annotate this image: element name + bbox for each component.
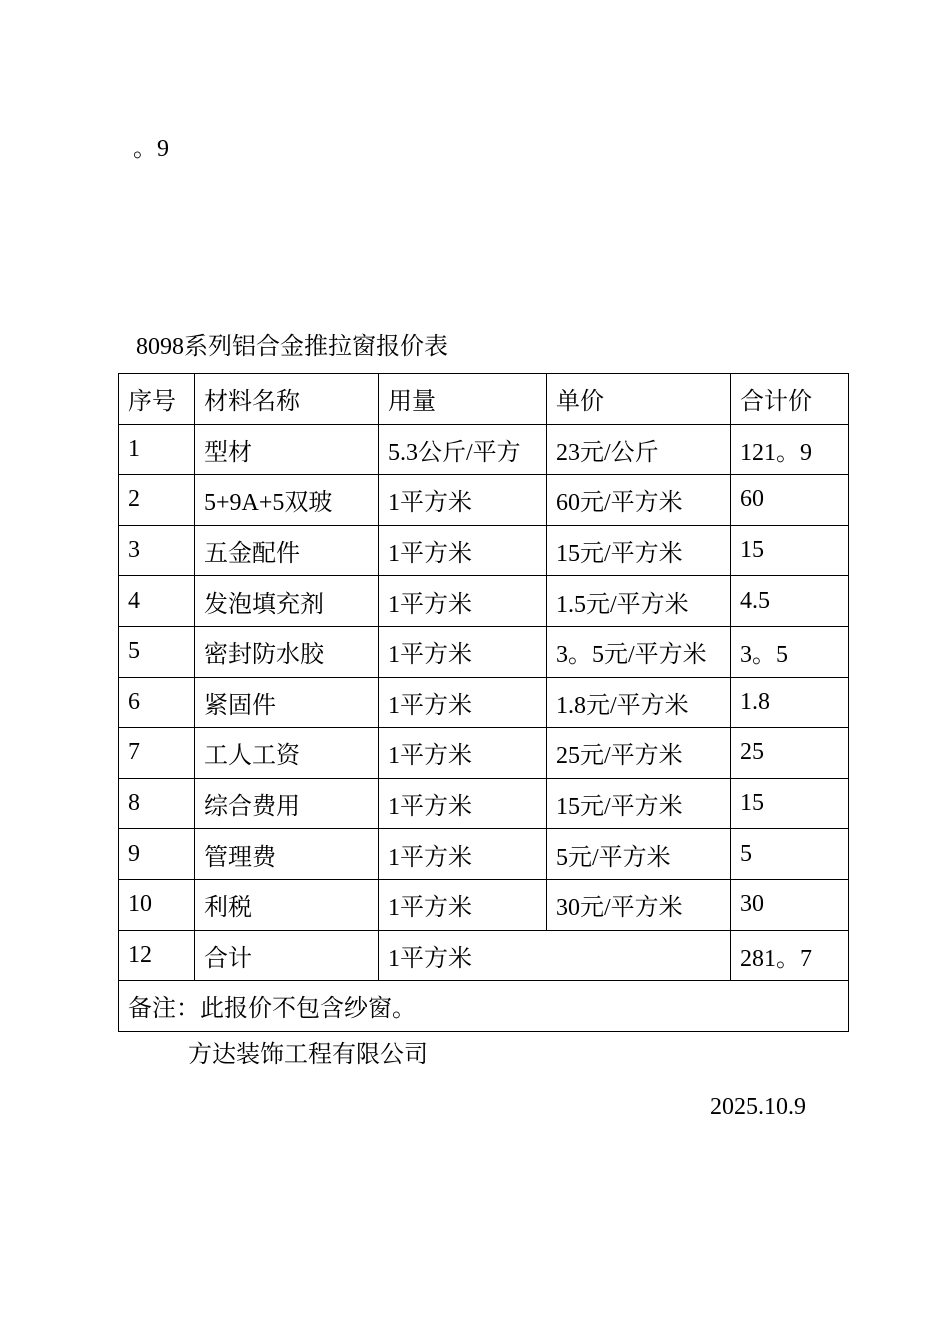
- table-header-row: [119, 374, 849, 425]
- table-total-row: [119, 930, 849, 981]
- cell-unit-price: 5元/平方米: [547, 829, 731, 880]
- cell-material-name: 密封防水胶: [195, 626, 379, 677]
- cell-unit-price: 30元/平方米: [547, 879, 731, 930]
- cell-quantity: 1平方米: [379, 677, 547, 728]
- cell-subtotal: 15: [731, 525, 849, 576]
- header-quantity: 用量: [379, 374, 547, 425]
- table-row: [119, 576, 849, 627]
- cell-index: 5: [119, 626, 195, 677]
- cell-material-name: 综合费用: [195, 778, 379, 829]
- header-subtotal: 合计价: [731, 374, 849, 425]
- total-amount: 281。7: [731, 930, 849, 981]
- price-quote-table: [118, 373, 849, 1032]
- cell-subtotal: 60: [731, 475, 849, 526]
- cell-quantity: 1平方米: [379, 879, 547, 930]
- table-row: [119, 525, 849, 576]
- total-quantity: 1平方米: [379, 930, 731, 981]
- cell-index: 6: [119, 677, 195, 728]
- cell-subtotal: 1.8: [731, 677, 849, 728]
- table-row: [119, 879, 849, 930]
- cell-quantity: 5.3公斤/平方: [379, 424, 547, 475]
- table-row: [119, 424, 849, 475]
- cell-unit-price: 60元/平方米: [547, 475, 731, 526]
- cell-subtotal: 5: [731, 829, 849, 880]
- cell-unit-price: 15元/平方米: [547, 778, 731, 829]
- cell-subtotal: 3。5: [731, 626, 849, 677]
- cell-unit-price: 23元/公斤: [547, 424, 731, 475]
- cell-subtotal: 15: [731, 778, 849, 829]
- cell-subtotal: 4.5: [731, 576, 849, 627]
- cell-index: 2: [119, 475, 195, 526]
- cell-quantity: 1平方米: [379, 778, 547, 829]
- cell-unit-price: 15元/平方米: [547, 525, 731, 576]
- cell-material-name: 工人工资: [195, 728, 379, 779]
- cell-index: 4: [119, 576, 195, 627]
- table-note: 备注：此报价不包含纱窗。: [119, 981, 849, 1032]
- total-index: 12: [119, 930, 195, 981]
- cell-subtotal: 121。9: [731, 424, 849, 475]
- document-date: 2025.10.9: [710, 1094, 806, 1120]
- cell-index: 10: [119, 879, 195, 930]
- header-fragment: 。9: [133, 136, 169, 162]
- cell-quantity: 1平方米: [379, 475, 547, 526]
- cell-index: 9: [119, 829, 195, 880]
- cell-material-name: 紧固件: [195, 677, 379, 728]
- cell-subtotal: 25: [731, 728, 849, 779]
- total-label: 合计: [195, 930, 379, 981]
- cell-quantity: 1平方米: [379, 728, 547, 779]
- cell-quantity: 1平方米: [379, 829, 547, 880]
- table-row: [119, 778, 849, 829]
- cell-unit-price: 25元/平方米: [547, 728, 731, 779]
- table-row: [119, 728, 849, 779]
- cell-material-name: 型材: [195, 424, 379, 475]
- header-material-name: 材料名称: [195, 374, 379, 425]
- cell-index: 7: [119, 728, 195, 779]
- cell-unit-price: 3。5元/平方米: [547, 626, 731, 677]
- table-row: [119, 475, 849, 526]
- table-body: [119, 424, 849, 1031]
- cell-unit-price: 1.5元/平方米: [547, 576, 731, 627]
- cell-material-name: 利税: [195, 879, 379, 930]
- header-index: 序号: [119, 374, 195, 425]
- cell-quantity: 1平方米: [379, 525, 547, 576]
- table-row: [119, 829, 849, 880]
- cell-material-name: 发泡填充剂: [195, 576, 379, 627]
- table-row: [119, 626, 849, 677]
- cell-subtotal: 30: [731, 879, 849, 930]
- cell-material-name: 五金配件: [195, 525, 379, 576]
- cell-index: 3: [119, 525, 195, 576]
- cell-quantity: 1平方米: [379, 576, 547, 627]
- cell-material-name: 管理费: [195, 829, 379, 880]
- header-unit-price: 单价: [547, 374, 731, 425]
- cell-unit-price: 1.8元/平方米: [547, 677, 731, 728]
- cell-material-name: 5+9A+5双玻: [195, 475, 379, 526]
- table-note-row: [119, 981, 849, 1032]
- cell-index: 1: [119, 424, 195, 475]
- table-row: [119, 677, 849, 728]
- cell-index: 8: [119, 778, 195, 829]
- document-title: 8098系列铝合金推拉窗报价表: [136, 334, 448, 360]
- cell-quantity: 1平方米: [379, 626, 547, 677]
- company-name: 方达装饰工程有限公司: [188, 1042, 428, 1068]
